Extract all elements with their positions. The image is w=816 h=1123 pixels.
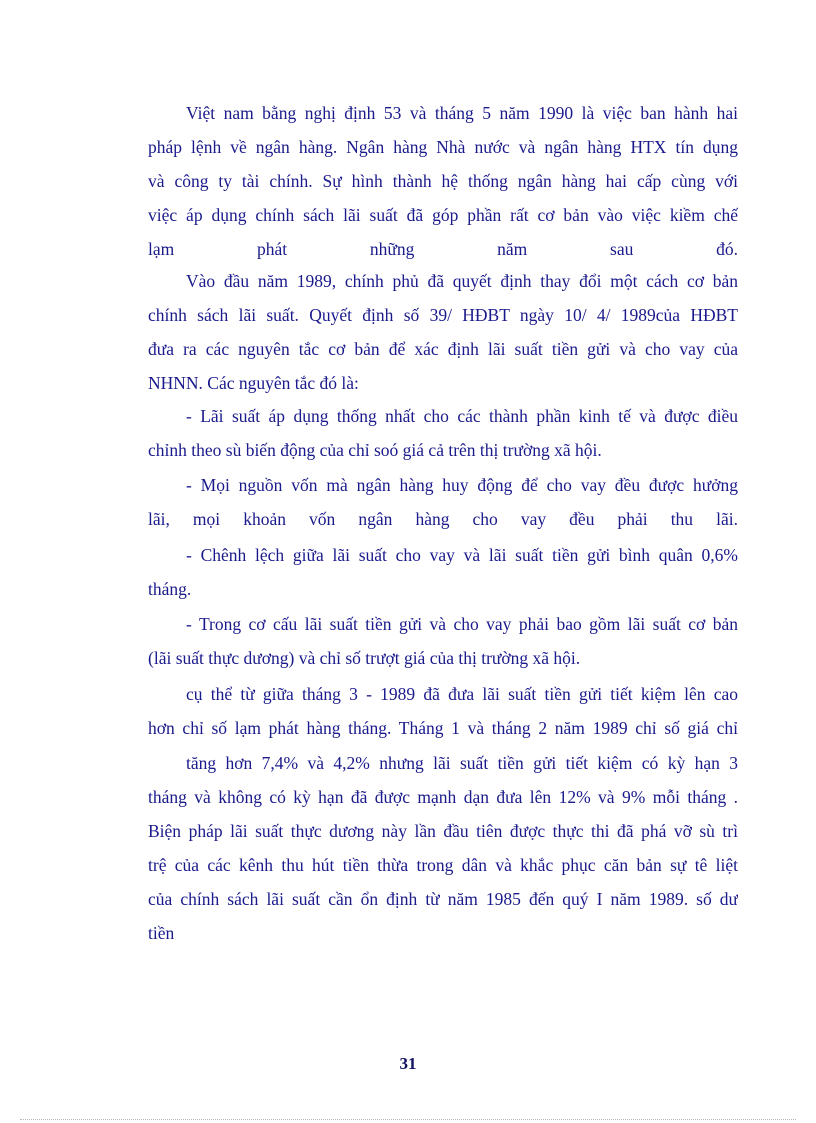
bullet-capital-interest xyxy=(148,468,738,536)
text-line: tăng hơn 7,4% và 4,2% nhưng lãi suất tiền gửi tiết kiệm có kỳ hạn 3 xyxy=(186,753,738,773)
page-bottom-divider xyxy=(20,1119,796,1120)
paragraph-banking-law xyxy=(148,96,738,266)
text-line: Biện pháp lãi suất thực dương này lần đầu tiên được thực thi đã phá vỡ sù trì xyxy=(148,821,738,841)
text-line: pháp lệnh về ngân hàng. Ngân hàng Nhà nước và ngân hàng HTX tín dụng xyxy=(148,137,738,157)
text-line: lãi, mọi khoản vốn ngân hàng cho vay đều phải thu lãi. xyxy=(148,509,738,529)
text-line: hơn chỉ số lạm phát hàng tháng. Tháng 1 và tháng 2 năm 1989 chỉ số giá chỉ xyxy=(148,718,738,738)
text-line: chỉnh theo sù biến động của chỉ soó giá cả trên thị trường xã hội. xyxy=(148,440,602,460)
text-line: tiền xyxy=(148,923,175,943)
text-line: NHNN. Các nguyên tắc đó là: xyxy=(148,373,359,393)
text-line: lạm phát những năm sau đó. xyxy=(148,239,738,259)
bullet-uniform-rate xyxy=(148,399,738,467)
bullet-rate-spread xyxy=(148,538,738,606)
text-line: của chính sách lãi suất cần ổn định từ năm 1985 đến quý I năm 1989. số dư xyxy=(148,889,738,909)
bullet-rate-structure xyxy=(148,607,738,675)
paragraph-positive-real-rate xyxy=(148,746,738,950)
text-line: (lãi suất thực dương) và chỉ số trượt giá của thị trường xã hội. xyxy=(148,648,581,668)
text-line: Vào đầu năm 1989, chính phủ đã quyết định thay đổi một cách cơ bản xyxy=(186,271,738,291)
text-line: - Chênh lệch giữa lãi suất cho vay và lãi suất tiền gửi bình quân 0,6% xyxy=(186,545,738,565)
text-line: - Mọi nguồn vốn mà ngân hàng huy động để cho vay đều được hưởng xyxy=(186,475,738,495)
text-line: trệ của các kênh thu hút tiền thừa trong dân và khắc phục căn bản sự tê liệt xyxy=(148,855,738,875)
text-line: và công ty tài chính. Sự hình thành hệ thống ngân hàng hai cấp cùng với xyxy=(148,171,738,191)
text-line: Việt nam bằng nghị định 53 và tháng 5 năm 1990 là việc ban hành hai xyxy=(186,103,738,123)
text-line: đưa ra các nguyên tắc cơ bản để xác định lãi suất tiền gửi và cho vay của xyxy=(148,339,738,359)
text-line: tháng. xyxy=(148,579,192,599)
text-line: chính sách lãi suất. Quyết định số 39/ HĐBT ngày 10/ 4/ 1989của HĐBT xyxy=(148,305,738,325)
text-line: cụ thể từ giữa tháng 3 - 1989 đã đưa lãi suất tiền gửi tiết kiệm lên cao xyxy=(186,684,738,704)
text-line: - Trong cơ cấu lãi suất tiền gửi và cho vay phải bao gồm lãi suất cơ bản xyxy=(186,614,738,634)
text-line: việc áp dụng chính sách lãi suất đã góp phần rất cơ bản vào việc kiềm chế xyxy=(148,205,738,225)
paragraph-interest-policy xyxy=(148,264,738,400)
text-line: tháng và không có kỳ hạn đã được mạnh dạn đưa lên 12% và 9% mỗi tháng . xyxy=(148,787,738,807)
page-number: 31 xyxy=(399,1054,417,1073)
paragraph-march-1989 xyxy=(148,677,738,745)
text-line: - Lãi suất áp dụng thống nhất cho các thành phần kinh tế và được điều xyxy=(186,406,738,426)
